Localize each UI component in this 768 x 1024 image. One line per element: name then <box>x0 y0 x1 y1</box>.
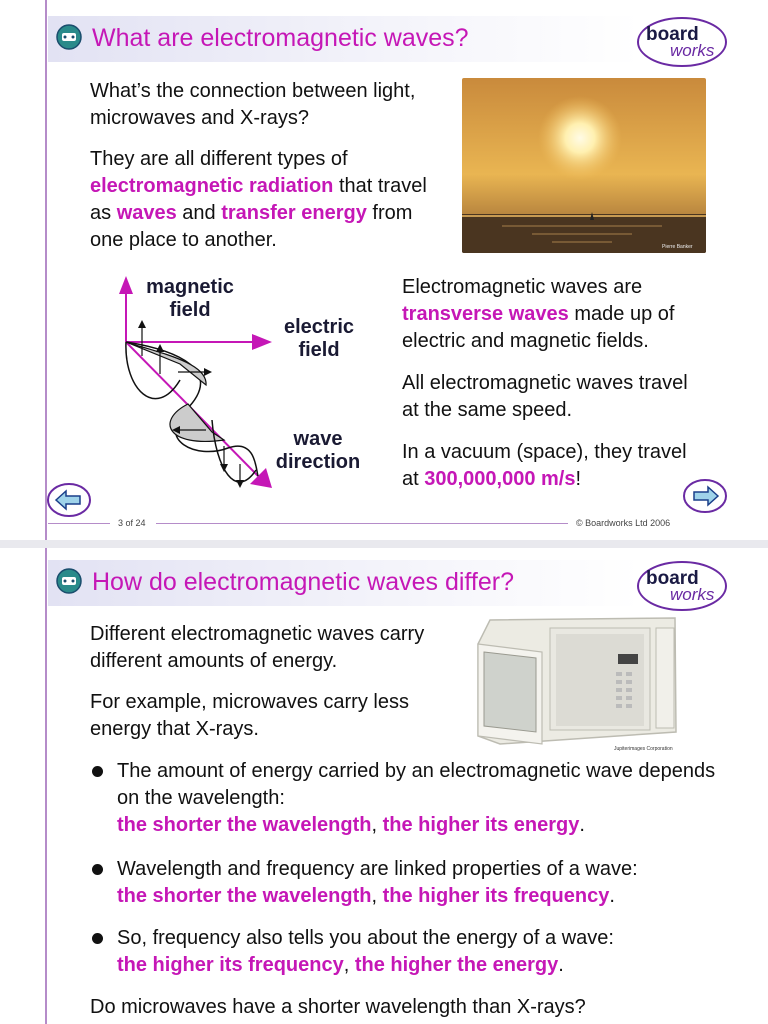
slide-title: How do electromagnetic waves differ? <box>92 568 514 596</box>
previous-slide-button[interactable] <box>46 482 92 518</box>
slide-title: What are electromagnetic waves? <box>92 24 469 52</box>
slide-gap <box>0 540 768 548</box>
intro-text: What’s the connection between light, microwaves and X-rays? <box>90 80 416 129</box>
boardworks-logo <box>636 560 728 612</box>
bullet-dot <box>92 864 103 875</box>
em-radiation-paragraph: They are all different types of electromagnetic radiation that travel as waves and transfer energy from one place to another. <box>90 148 427 251</box>
svg-text:board: board <box>646 24 699 45</box>
svg-text:board: board <box>646 568 699 589</box>
microwave-example-text: For example, microwaves carry less energy that X-rays. <box>90 691 409 740</box>
bullet-item-energy-wavelength: The amount of energy carried by an electromagnetic wave depends on the wavelength: the shorter the wavelength, the higher its energy. <box>117 760 716 836</box>
footer-line-left <box>48 523 110 524</box>
vacuum-speed-paragraph: In a vacuum (space), they travel at 300,000,000 m/s! <box>402 441 687 490</box>
svg-text:works: works <box>670 585 715 604</box>
wave-direction-label: wave direction <box>275 428 361 473</box>
question-text: Do microwaves have a shorter wavelength than X-rays? <box>90 996 586 1018</box>
page-number: 3 of 24 <box>118 518 146 528</box>
slide-border-line <box>45 0 47 540</box>
slide-title-icon <box>56 24 82 50</box>
energy-intro-text: Different electromagnetic waves carry different amounts of energy. <box>90 623 425 672</box>
microwave-photo <box>470 614 692 754</box>
bullet-dot <box>92 933 103 944</box>
bullet-item-wavelength-frequency: Wavelength and frequency are linked properties of a wave: the shorter the wavelength, the higher its frequency. <box>117 858 638 907</box>
copyright: © Boardworks Ltd 2006 <box>576 518 671 528</box>
svg-text:Pierre Banker: Pierre Banker <box>662 244 693 250</box>
footer-line-right <box>156 523 568 524</box>
same-speed-paragraph: All electromagnetic waves travel at the same speed. <box>402 372 688 421</box>
slide-title-icon <box>56 568 82 594</box>
bullet-item-frequency-energy: So, frequency also tells you about the energy of a wave: the higher its frequency, the higher the energy. <box>117 927 614 976</box>
slide-border-line <box>45 548 47 1024</box>
magnetic-field-label: magnetic field <box>146 276 234 321</box>
boardworks-logo <box>636 16 728 68</box>
transverse-paragraph: Electromagnetic waves are transverse waves made up of electric and magnetic fields. <box>402 276 675 352</box>
magnetic-arrow-head <box>119 276 133 294</box>
bullet-dot <box>92 766 103 777</box>
electric-arrow-head <box>252 334 272 350</box>
next-slide-button[interactable] <box>682 478 728 514</box>
electric-field-label: electric field <box>283 316 355 361</box>
slide-2 <box>0 548 768 1024</box>
svg-text:Jupiterimages Corporation: Jupiterimages Corporation <box>614 746 673 752</box>
sunset-photo <box>462 78 706 253</box>
svg-text:works: works <box>670 41 715 60</box>
